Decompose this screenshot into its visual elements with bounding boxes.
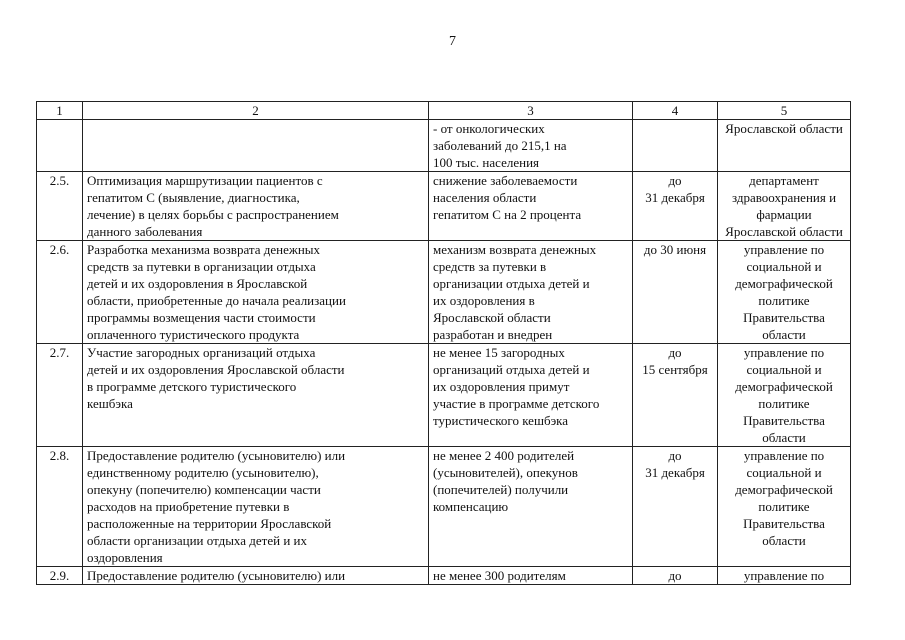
measure-cell (83, 241, 429, 344)
responsible-text: управление по (743, 568, 825, 583)
table-row (37, 241, 851, 344)
result-cell (429, 344, 633, 447)
row-number: 2.5. (49, 173, 70, 188)
measure-text: Предоставление родителю (усыновителю) или (87, 568, 346, 583)
term-text: до (668, 568, 682, 583)
plan-table (36, 101, 851, 585)
header-row (37, 102, 851, 120)
row-number-cell (37, 447, 83, 567)
result-cell (429, 120, 633, 172)
term-cell (633, 447, 718, 567)
row-number: 2.6. (49, 242, 70, 257)
measure-text: Участие загородных организаций отдыха детей и их оздоровления Ярославской области в программе детского туристического кешбэка (87, 345, 345, 411)
result-text: - от онкологических заболеваний до 215,1 на 100 тыс. населения (433, 121, 567, 170)
result-text: снижение заболеваемости населения области гепатитом С на 2 процента (433, 173, 582, 222)
result-text: не менее 300 родителям (433, 568, 566, 583)
result-cell (429, 567, 633, 585)
responsible-cell (718, 241, 851, 344)
measure-cell (83, 567, 429, 585)
result-text: не менее 2 400 родителей (усыновителей), опекунов (попечителей) получили компенсацию (433, 448, 578, 514)
row-number-cell (37, 120, 83, 172)
header-cell-2: 2 (83, 102, 429, 120)
result-text: не менее 15 загородных организаций отдыха детей и их оздоровления примут участие в программе детского туристического кешбэка (433, 345, 600, 428)
responsible-cell (718, 172, 851, 241)
header-cell-5: 5 (718, 102, 851, 120)
measure-cell (83, 120, 429, 172)
responsible-text: управление по социальной и демографической политике Правительства области (735, 345, 833, 445)
term-text: до 31 декабря (645, 448, 705, 480)
result-text: механизм возврата денежных средств за путевки в организации отдыха детей и их оздоровления в Ярославской области разработан и внедрен (433, 242, 597, 342)
term-text: до 31 декабря (645, 173, 705, 205)
responsible-cell (718, 120, 851, 172)
responsible-text: Ярославской области (725, 121, 843, 136)
row-number-cell (37, 344, 83, 447)
result-cell (429, 447, 633, 567)
responsible-text: управление по социальной и демографической политике Правительства области (735, 448, 833, 548)
table-row (37, 172, 851, 241)
row-number: 2.9. (49, 568, 70, 583)
row-number: 2.8. (49, 448, 70, 463)
measure-text: Предоставление родителю (усыновителю) или единственному родителю (усыновителю), опекуну (попечителю) компенсации части расходов на приобретение путевки в расположенные на территории Ярославской области организации отдыха детей и их оздоровления (87, 448, 346, 565)
measure-text: Оптимизация маршрутизации пациентов с гепатитом С (выявление, диагностика, лечение) в целях борьбы с распространением данного заболевания (87, 173, 339, 239)
header-cell-3: 3 (429, 102, 633, 120)
result-cell (429, 172, 633, 241)
header-cell-1: 1 (37, 102, 83, 120)
term-text: до 15 сентября (642, 345, 708, 377)
term-cell (633, 120, 718, 172)
table-row (37, 447, 851, 567)
header-cell-4: 4 (633, 102, 718, 120)
result-cell (429, 241, 633, 344)
term-text: до 30 июня (643, 242, 707, 257)
measure-cell (83, 447, 429, 567)
responsible-text: департамент здравоохранения и фармации Ярославской области (725, 173, 843, 239)
row-number-cell (37, 567, 83, 585)
row-number: 2.7. (49, 345, 70, 360)
measure-cell (83, 344, 429, 447)
table-row (37, 120, 851, 172)
table-row (37, 567, 851, 585)
term-cell (633, 344, 718, 447)
responsible-text: управление по социальной и демографической политике Правительства области (735, 242, 833, 342)
term-cell (633, 172, 718, 241)
measure-text: Разработка механизма возврата денежных средств за путевки в организации отдыха детей и их оздоровления в Ярославской области, приобретенные до начала реализации программы возмещения части стоимости оплаченного туристического продукта (87, 242, 346, 342)
page-number: 7 (449, 34, 456, 49)
responsible-cell (718, 567, 851, 585)
measure-cell (83, 172, 429, 241)
table-row (37, 344, 851, 447)
responsible-cell (718, 344, 851, 447)
row-number-cell (37, 172, 83, 241)
term-cell (633, 567, 718, 585)
responsible-cell (718, 447, 851, 567)
row-number-cell (37, 241, 83, 344)
term-cell (633, 241, 718, 344)
